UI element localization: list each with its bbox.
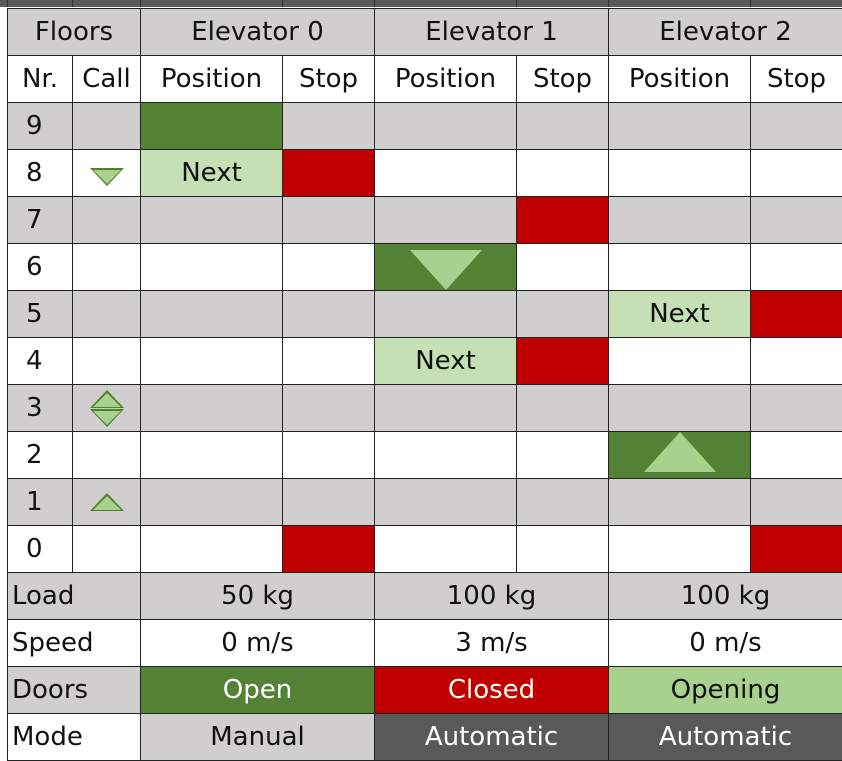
elevator-1-position-cell xyxy=(375,150,516,196)
elevator-0-position-cell xyxy=(141,385,282,431)
elevator-0-position-cell xyxy=(141,291,282,337)
elevator-2-mode: Automatic xyxy=(609,714,842,760)
elevator-0-car xyxy=(141,103,282,149)
elevator-1-doors: Closed xyxy=(375,667,608,713)
elevator-2-stop-header: Stop xyxy=(751,56,842,102)
elevator-2-position-cell xyxy=(609,385,750,431)
elevator-2-stop-cell[interactable] xyxy=(751,479,842,525)
elevator-2-stop-cell[interactable] xyxy=(751,244,842,290)
elevator-2-stop-cell[interactable] xyxy=(751,432,842,478)
elevator-1-position-cell xyxy=(375,103,516,149)
load-label: Load xyxy=(8,573,140,619)
speed-label: Speed xyxy=(8,620,140,666)
call-cell[interactable] xyxy=(73,150,140,196)
elevator-1-position-cell xyxy=(375,291,516,337)
direction-down-icon xyxy=(410,250,482,290)
elevator-0-next-marker: Next xyxy=(141,150,282,196)
floor-number: 4 xyxy=(8,338,72,384)
elevator-1-stop-cell[interactable] xyxy=(517,291,608,337)
elevator-0-doors: Open xyxy=(141,667,374,713)
call-up-icon[interactable] xyxy=(90,390,124,408)
elevator-2-position-cell xyxy=(609,338,750,384)
elevator-table xyxy=(7,8,842,761)
call-cell[interactable] xyxy=(73,103,140,149)
elevator-1-position-cell xyxy=(375,385,516,431)
floor-number: 7 xyxy=(8,197,72,243)
elevator-2-stop-cell[interactable] xyxy=(751,338,842,384)
elevator-1-load: 100 kg xyxy=(375,573,608,619)
call-down-icon[interactable] xyxy=(90,409,124,427)
call-down-icon[interactable] xyxy=(90,168,124,186)
floor-number: 9 xyxy=(8,103,72,149)
elevator-1-stop-cell[interactable] xyxy=(517,150,608,196)
floor-number: 2 xyxy=(8,432,72,478)
elevator-1-position-cell xyxy=(375,479,516,525)
elevator-0-position-cell xyxy=(141,479,282,525)
call-cell[interactable] xyxy=(73,291,140,337)
elevator-0-load: 50 kg xyxy=(141,573,374,619)
elevator-2-stop-cell[interactable] xyxy=(751,385,842,431)
elevator-2-stop-cell[interactable] xyxy=(751,103,842,149)
elevator-2-position-header: Position xyxy=(609,56,750,102)
call-up-icon[interactable] xyxy=(90,493,124,511)
mode-label: Mode xyxy=(8,714,140,760)
elevator-1-car xyxy=(375,244,516,290)
floor-number: 1 xyxy=(8,479,72,525)
direction-up-icon xyxy=(644,432,716,472)
elevator-2-position-cell xyxy=(609,244,750,290)
elevator-2-position-cell xyxy=(609,526,750,572)
elevator-1-stop-cell[interactable] xyxy=(517,103,608,149)
elevator-2-position-cell xyxy=(609,479,750,525)
call-cell[interactable] xyxy=(73,338,140,384)
call-cell[interactable] xyxy=(73,432,140,478)
elevator-1-stop-cell[interactable] xyxy=(517,244,608,290)
spreadsheet-edge xyxy=(0,0,842,7)
elevator-2-load: 100 kg xyxy=(609,573,842,619)
floor-number: 8 xyxy=(8,150,72,196)
elevator-1-header: Elevator 1 xyxy=(375,9,608,55)
elevator-0-position-cell xyxy=(141,338,282,384)
elevator-1-stop-marker[interactable] xyxy=(517,197,608,243)
elevator-0-speed: 0 m/s xyxy=(141,620,374,666)
elevator-0-position-cell xyxy=(141,526,282,572)
elevator-2-speed: 0 m/s xyxy=(609,620,842,666)
elevator-0-stop-marker[interactable] xyxy=(283,150,374,196)
elevator-1-stop-marker[interactable] xyxy=(517,338,608,384)
elevator-0-stop-cell[interactable] xyxy=(283,479,374,525)
elevator-0-stop-cell[interactable] xyxy=(283,385,374,431)
elevator-0-position-cell xyxy=(141,244,282,290)
floor-number: 0 xyxy=(8,526,72,572)
elevator-0-stop-cell[interactable] xyxy=(283,432,374,478)
elevator-0-position-cell xyxy=(141,432,282,478)
floor-number: 6 xyxy=(8,244,72,290)
elevator-0-stop-header: Stop xyxy=(283,56,374,102)
elevator-0-stop-cell[interactable] xyxy=(283,103,374,149)
call-cell[interactable] xyxy=(73,197,140,243)
call-cell[interactable] xyxy=(73,244,140,290)
elevator-0-stop-cell[interactable] xyxy=(283,291,374,337)
elevator-2-position-cell xyxy=(609,150,750,196)
elevator-2-next-marker: Next xyxy=(609,291,750,337)
elevator-0-stop-marker[interactable] xyxy=(283,526,374,572)
nr-header: Nr. xyxy=(8,56,72,102)
elevator-1-stop-header: Stop xyxy=(517,56,608,102)
elevator-0-position-header: Position xyxy=(141,56,282,102)
call-cell[interactable] xyxy=(73,479,140,525)
floors-header: Floors xyxy=(8,9,140,55)
elevator-1-position-cell xyxy=(375,197,516,243)
floor-number: 5 xyxy=(8,291,72,337)
elevator-2-position-cell xyxy=(609,103,750,149)
elevator-2-position-cell xyxy=(609,197,750,243)
elevator-1-stop-cell[interactable] xyxy=(517,526,608,572)
elevator-0-stop-cell[interactable] xyxy=(283,338,374,384)
elevator-0-stop-cell[interactable] xyxy=(283,244,374,290)
call-header: Call xyxy=(73,56,140,102)
elevator-1-next-marker: Next xyxy=(375,338,516,384)
elevator-1-position-cell xyxy=(375,526,516,572)
elevator-2-stop-cell[interactable] xyxy=(751,150,842,196)
elevator-1-mode: Automatic xyxy=(375,714,608,760)
elevator-1-position-header: Position xyxy=(375,56,516,102)
elevator-1-stop-cell[interactable] xyxy=(517,479,608,525)
elevator-1-stop-cell[interactable] xyxy=(517,432,608,478)
elevator-2-stop-marker[interactable] xyxy=(751,291,842,337)
elevator-2-header: Elevator 2 xyxy=(609,9,842,55)
elevator-0-stop-cell[interactable] xyxy=(283,197,374,243)
elevator-1-position-cell xyxy=(375,432,516,478)
elevator-0-header: Elevator 0 xyxy=(141,9,374,55)
call-cell[interactable] xyxy=(73,526,140,572)
elevator-1-stop-cell[interactable] xyxy=(517,385,608,431)
elevator-0-position-cell xyxy=(141,197,282,243)
elevator-2-doors: Opening xyxy=(609,667,842,713)
floor-number: 3 xyxy=(8,385,72,431)
elevator-2-stop-marker[interactable] xyxy=(751,526,842,572)
elevator-2-stop-cell[interactable] xyxy=(751,197,842,243)
elevator-2-car xyxy=(609,432,750,478)
doors-label: Doors xyxy=(8,667,140,713)
elevator-0-mode: Manual xyxy=(141,714,374,760)
elevator-1-speed: 3 m/s xyxy=(375,620,608,666)
call-cell[interactable] xyxy=(73,385,140,431)
